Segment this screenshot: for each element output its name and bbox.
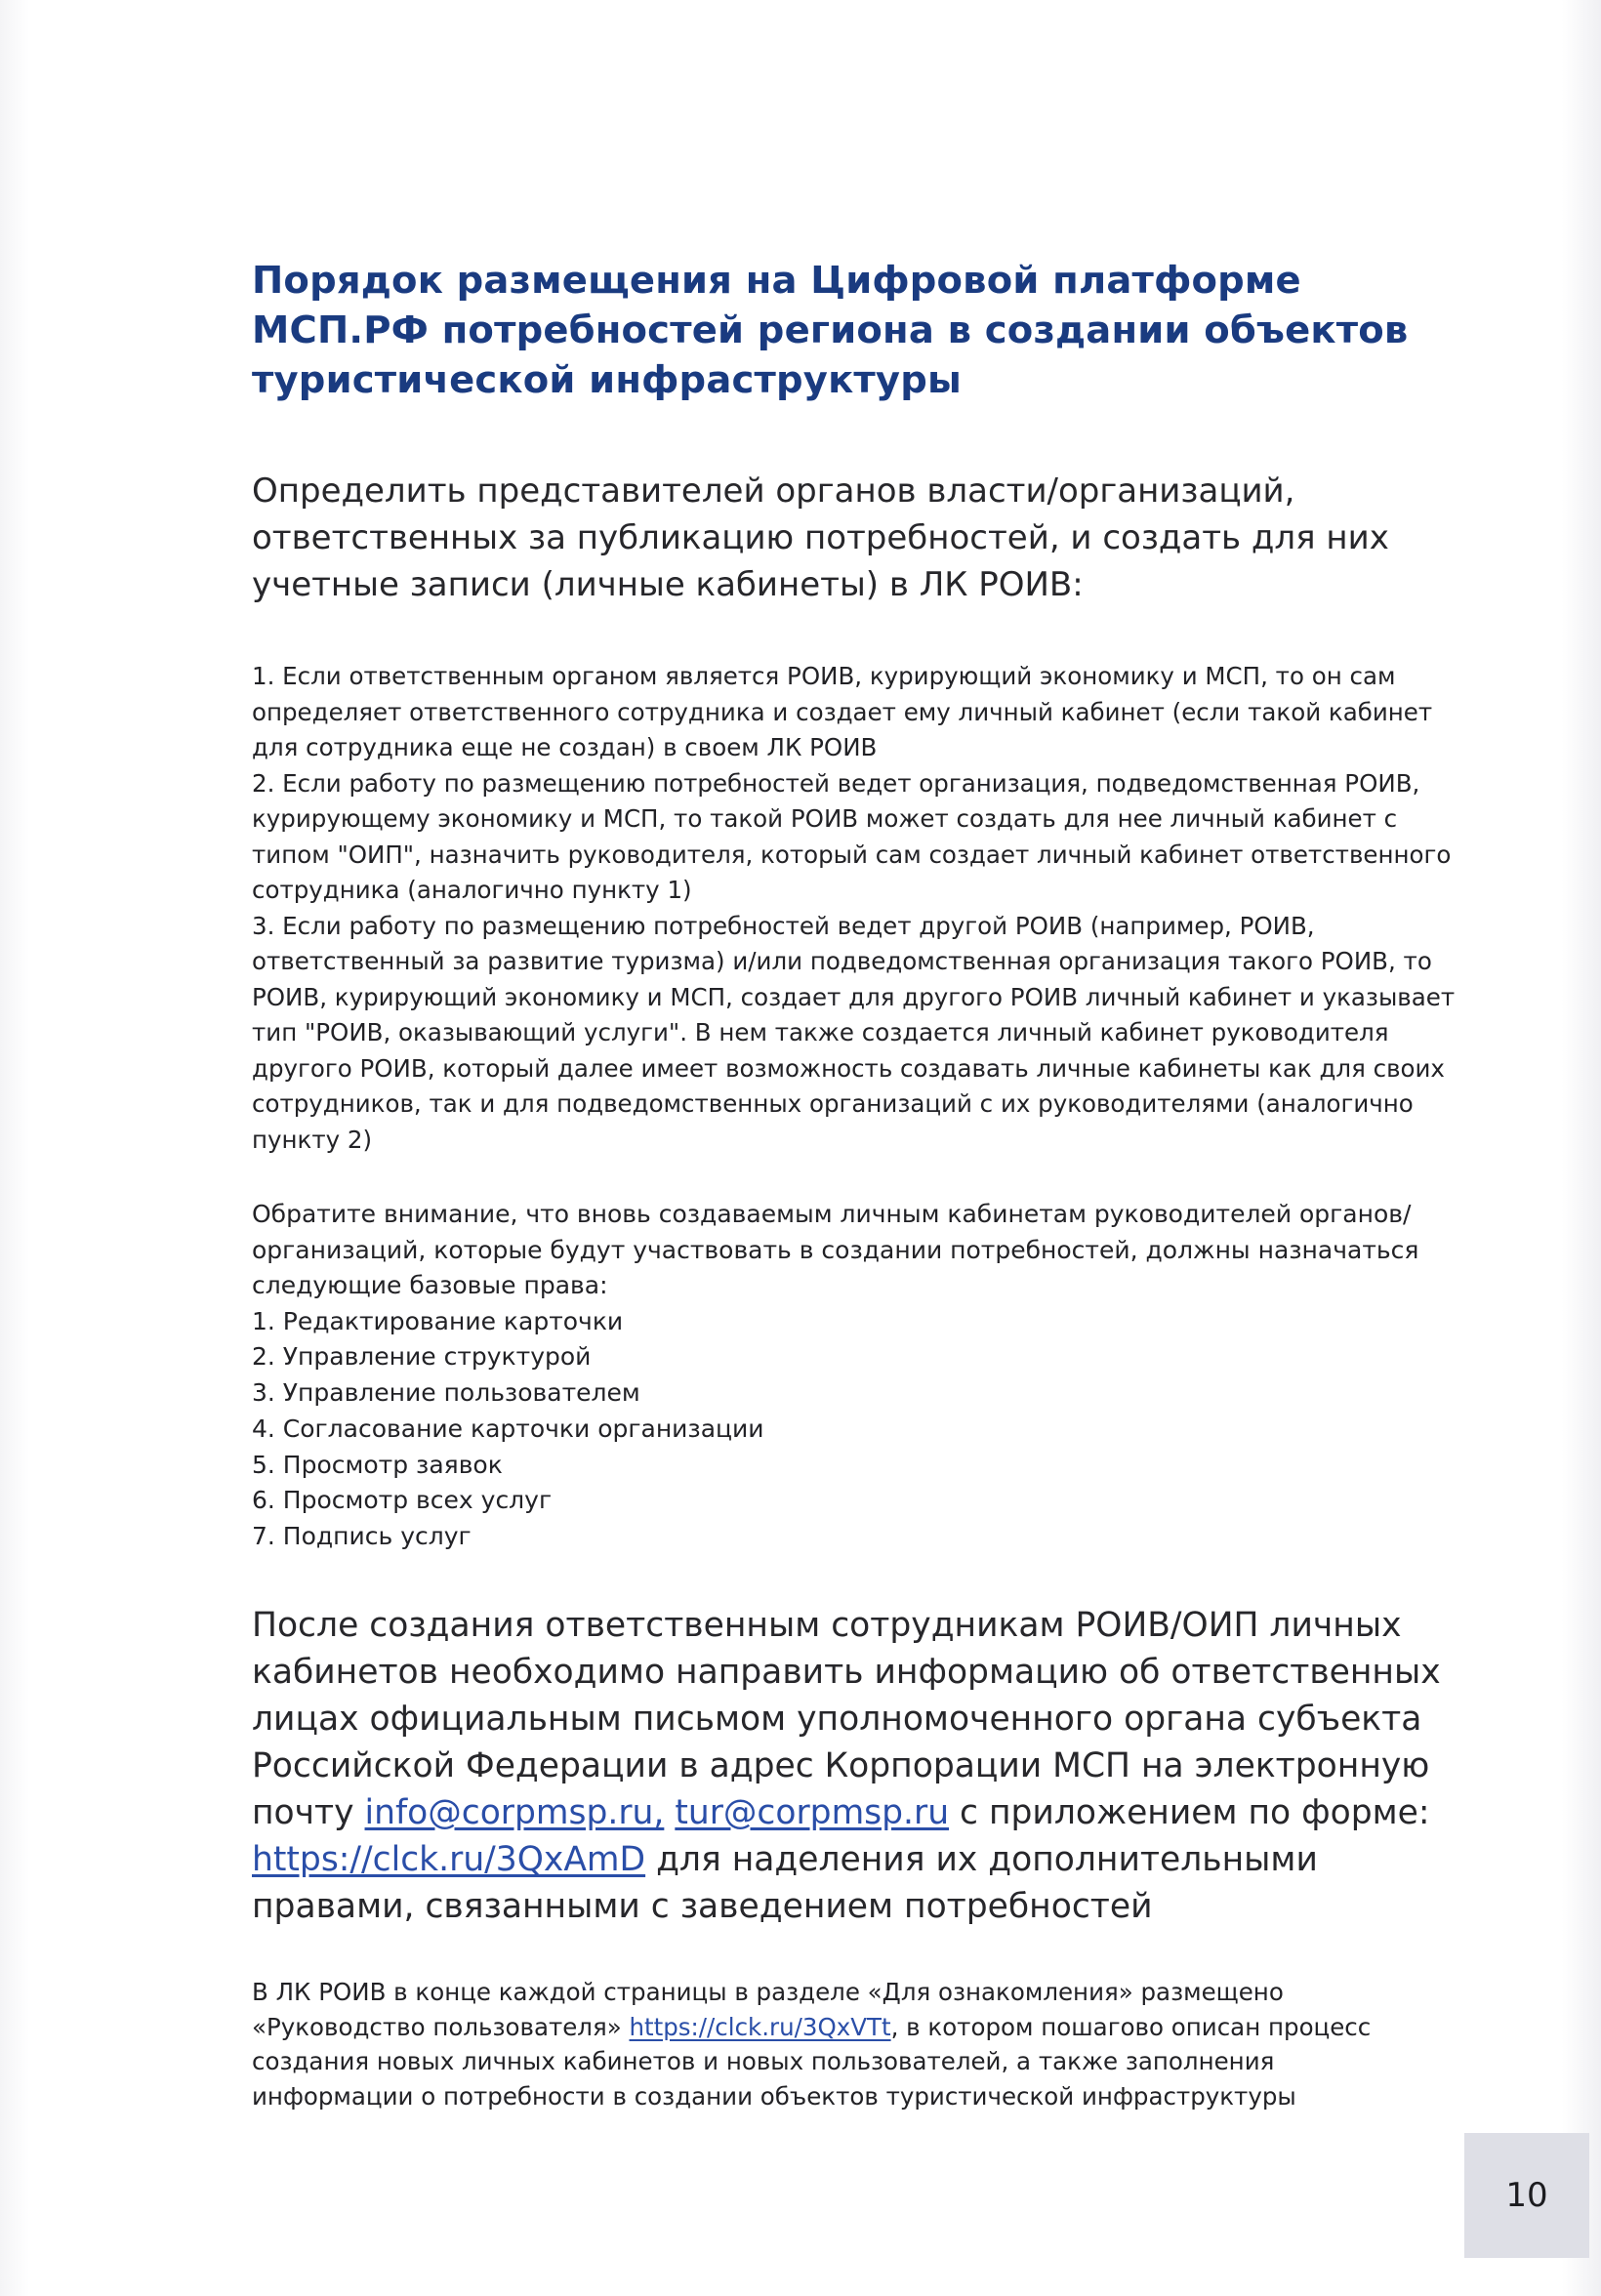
step-item: 3. Если работу по размещению потребностей ведет другой РОИВ (например, РОИВ, ответственный за развитие туризма) и/или подведомственная организация такого РОИВ, то РОИВ, курирующий экономику и МСП, создает для другого РОИВ личный кабинет и указывает тип "РОИВ, оказывающий услуги". В нем также создается личный кабинет руководителя другого РОИВ, который далее имеет возможность создавать личные кабинеты как для своих сотрудников, так и для подведомственных организаций с их руководителями (аналогично пункту 2) — [252, 911, 1456, 1154]
after-space — [664, 1793, 675, 1832]
rights-item: 4. Согласование карточки организации — [252, 1414, 764, 1443]
email-link-tur[interactable]: tur@corpmsp.ru — [675, 1793, 950, 1833]
rights-item: 1. Редактирование карточки — [252, 1306, 624, 1335]
page-title: Порядок размещения на Цифровой платформе МСП.РФ потребностей региона в создании объектов туристической инфраструктуры — [252, 259, 1409, 402]
guide-note — [252, 1975, 1443, 2113]
rights-item: 2. Управление структурой — [252, 1342, 592, 1372]
after-creation-paragraph — [252, 1602, 1462, 1930]
document-content — [252, 256, 1472, 2113]
form-link[interactable]: https://clck.ru/3QxAmD — [252, 1840, 646, 1880]
step-item: 1. Если ответственным органом является РОИВ, курирующий экономику и МСП, то он сам определяет ответственного сотрудника и создает ему личный кабинет (если такой кабинет для сотрудника еще не создан) в своем ЛК РОИВ — [252, 662, 1433, 761]
rights-item: 7. Подпись услуг — [252, 1522, 472, 1551]
intro-paragraph: Определить представителей органов власти/организаций, ответственных за публикацию потребностей, и создать для них учетные записи (личные кабинеты) в ЛК РОИВ: — [252, 472, 1389, 604]
guide-link[interactable]: https://clck.ru/3QxVTt — [629, 2012, 891, 2041]
rights-list — [252, 1304, 1472, 1556]
page-number-box — [1464, 2133, 1589, 2258]
guide-text-after: , в котором пошагово описан процесс создания новых личных кабинетов и новых пользователей, а также заполнения информации о потребности в создании объектов туристической инфраструктуры — [252, 2012, 1372, 2111]
guide-text-before: В ЛК РОИВ в конце каждой страницы в разделе «Для ознакомления» размещено «Руководство пользователя» — [252, 1978, 1284, 2041]
step-item: 2. Если работу по размещению потребностей ведет организация, подведомственная РОИВ, курирующему экономику и МСП, то такой РОИВ может создать для нее личный кабинет с типом "ОИП", назначить руководителя, который сам создает личный кабинет ответственного сотрудника (аналогично пункту 1) — [252, 768, 1452, 904]
email-link-info[interactable]: info@corpmsp.ru, — [364, 1793, 665, 1833]
after-text-middle: с приложением по форме: — [949, 1793, 1430, 1833]
rights-notice: Обратите внимание, что вновь создаваемым личным кабинетам руководителей органов/организаций, которые будут участвовать в создании потребностей, должны назначаться следующие базовые права: — [252, 1200, 1419, 1299]
after-text-before: После создания ответственным сотрудникам РОИВ/ОИП личных кабинетов необходимо направить информацию об ответственных лицах официальным письмом уполномоченного органа субъекта Российской Федерации в адрес Корпорации МСП на электронную почту — [252, 1606, 1441, 1833]
rights-item: 6. Просмотр всех услуг — [252, 1486, 553, 1515]
after-text-after: для наделения их дополнительными правами, связанными с заведением потребностей — [252, 1840, 1318, 1927]
rights-item: 3. Управление пользователем — [252, 1378, 640, 1408]
page-number: 10 — [1505, 2176, 1548, 2215]
rights-item: 5. Просмотр заявок — [252, 1450, 503, 1479]
steps-list — [252, 659, 1472, 1158]
